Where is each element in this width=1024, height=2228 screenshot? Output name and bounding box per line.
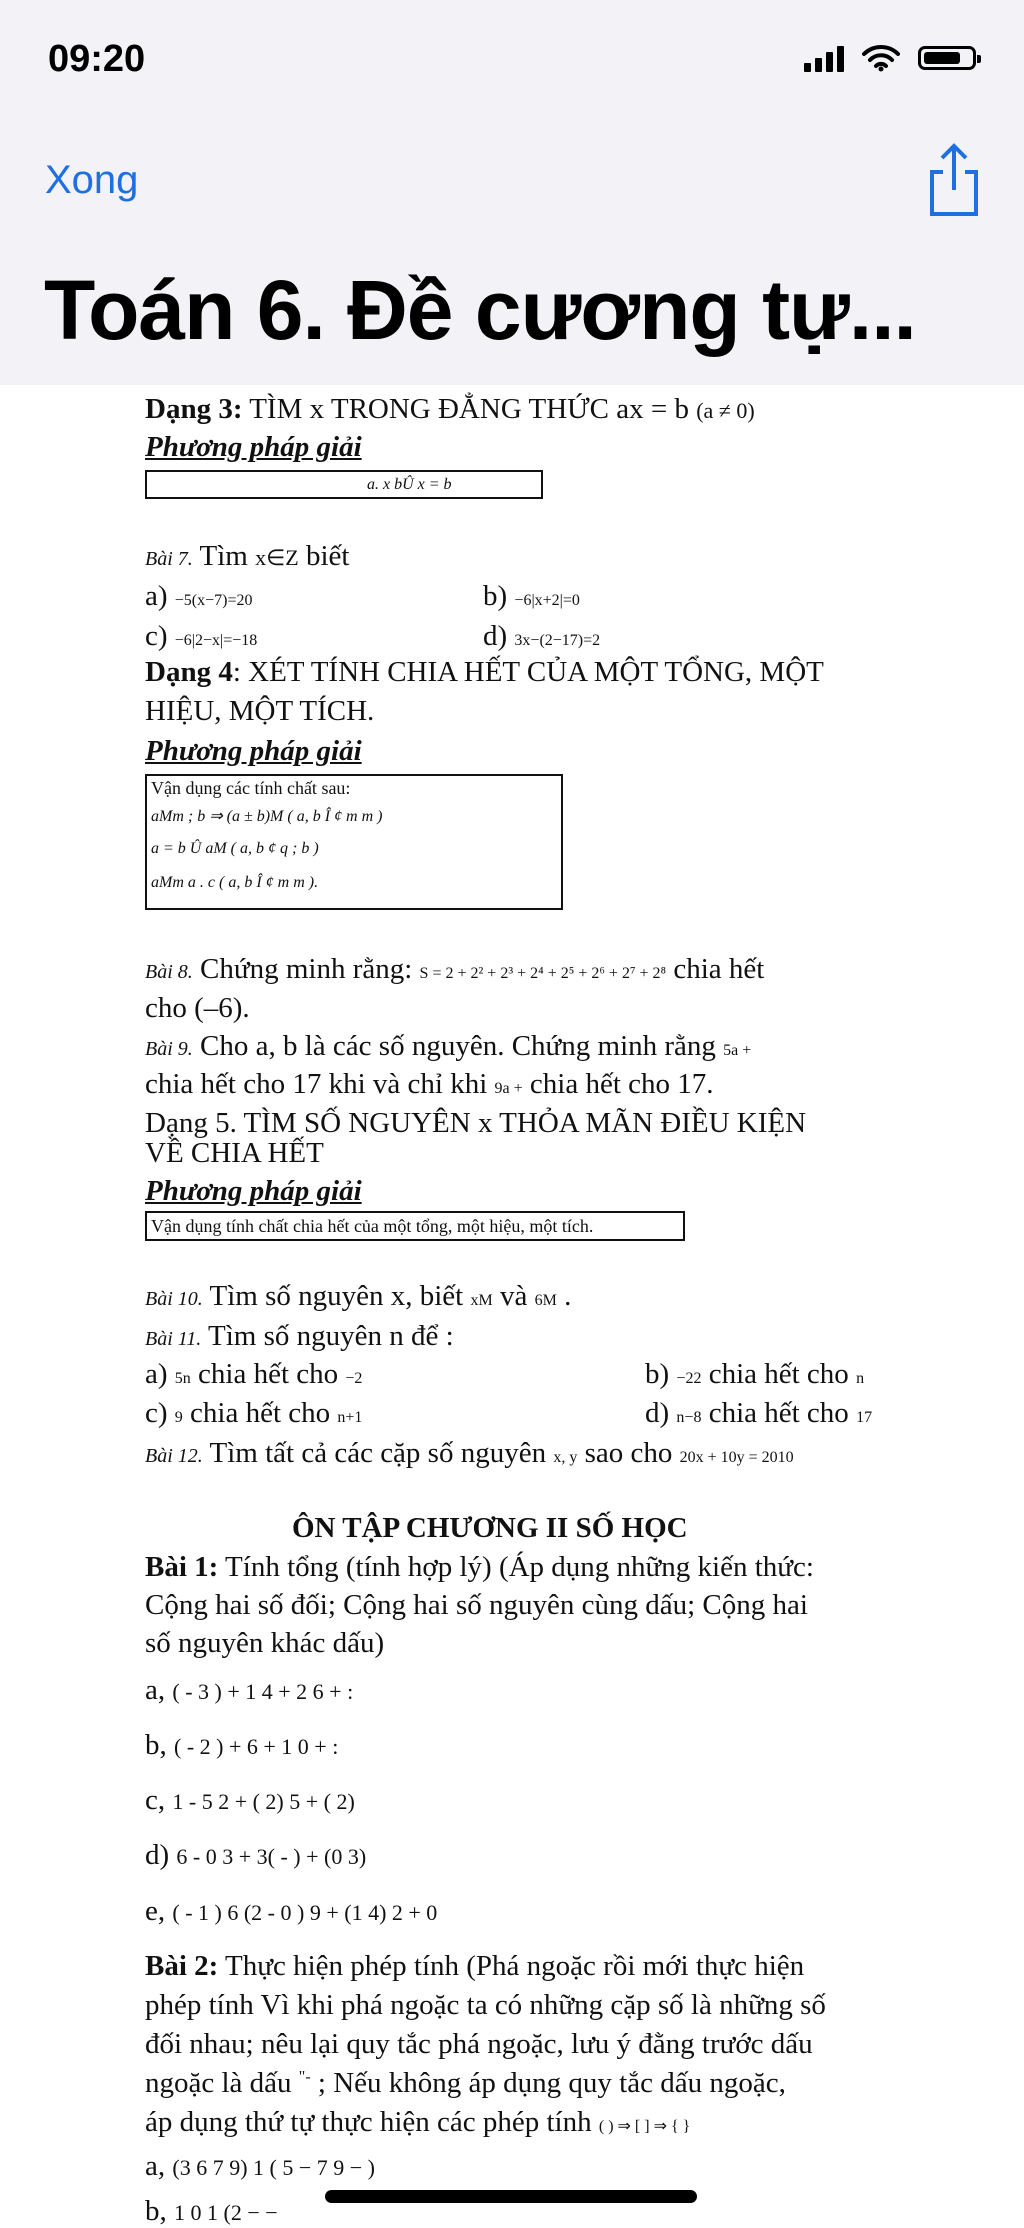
bai9-line2b: chia hết cho 17. xyxy=(529,1068,714,1100)
review-bai1-a-expr: ( - 3 ) + 1 4 + 2 6 + : xyxy=(172,1679,354,1704)
section-d4-line1: : XÉT TÍNH CHIA HẾT CỦA MỘT TỔNG, MỘT xyxy=(232,656,824,688)
review-bai1-line3: số nguyên khác dấu) xyxy=(145,1627,385,1659)
bai11-d-text: chia hết cho xyxy=(708,1397,849,1429)
review-title: ÔN TẬP CHƯƠNG II SỐ HỌC xyxy=(292,1512,688,1544)
bai11-b-text: chia hết cho xyxy=(708,1358,849,1390)
bai11-d-expr: n−8 xyxy=(676,1409,702,1426)
bai11-item-a xyxy=(145,1358,362,1391)
bai7-d-expr: 3x−(2−17)=2 xyxy=(514,632,601,649)
bai7-line xyxy=(145,540,349,573)
review-bai1-c xyxy=(145,1784,355,1817)
bai12-text: Tìm tất cả các cặp số nguyên xyxy=(209,1437,547,1469)
review-bai2-line5-text: áp dụng thứ tự thực hiện các phép tính xyxy=(145,2106,592,2138)
bai11-text: Tìm số nguyên n để : xyxy=(208,1320,454,1352)
bai11-item-c xyxy=(145,1397,362,1430)
bai11-line xyxy=(145,1320,454,1353)
review-bai2-line1 xyxy=(145,1950,804,1983)
review-bai2-b-expr: 1 0 1 (2 − − xyxy=(174,2200,278,2225)
review-bai1-a-label: a, xyxy=(145,1674,166,1706)
bai12-line xyxy=(145,1437,794,1470)
review-bai2-b xyxy=(145,2195,278,2228)
review-bai2-line3: đối nhau; nêu lại quy tắc phá ngoặc, lưu ý đằng trước dấu xyxy=(145,2028,813,2060)
bai7-a-expr: −5(x−7)=20 xyxy=(174,592,253,609)
bai9-line xyxy=(145,1030,751,1063)
review-bai1-d xyxy=(145,1839,366,1872)
bai10-number: Bài 10. xyxy=(145,1288,203,1310)
section-d3-condition: (a ≠ 0) xyxy=(696,398,755,423)
bai7-item-c xyxy=(145,620,257,653)
bai8-line2: cho (–6). xyxy=(145,992,250,1024)
d4-box-line3: a = b Û aM ( a, b ¢ q ; b ) xyxy=(151,840,319,857)
review-bai2-line4a: ngoặc là dấu xyxy=(145,2067,292,2099)
bai10-expr1: xM xyxy=(470,1292,493,1309)
bai10-line xyxy=(145,1280,571,1313)
bai8-tail: chia hết xyxy=(673,953,765,985)
done-button[interactable]: Xong xyxy=(45,158,139,202)
battery-icon xyxy=(918,46,976,70)
bai10-expr2: 6M xyxy=(534,1292,557,1309)
bai11-b-label: b) xyxy=(645,1358,670,1390)
review-bai2-label: Bài 2: xyxy=(145,1950,219,1982)
bai11-a-text: chia hết cho xyxy=(198,1358,339,1390)
d4-box-line1: Vận dụng các tính chất sau: xyxy=(151,778,351,798)
review-bai1-c-label: c, xyxy=(145,1784,166,1816)
bai10-text: Tìm số nguyên x, biết xyxy=(209,1280,464,1312)
share-icon[interactable] xyxy=(924,140,984,220)
review-bai1-e-label: e, xyxy=(145,1895,166,1927)
review-bai1-e xyxy=(145,1895,437,1928)
bai11-b-expr: −22 xyxy=(676,1370,702,1387)
status-time: 09:20 xyxy=(48,38,146,80)
method-box-d4 xyxy=(145,774,563,910)
section-d3-text: TÌM x TRONG ĐẲNG THỨC ax = b xyxy=(249,393,689,425)
top-navigation-area xyxy=(0,0,1024,385)
section-d3-label: Dạng 3: xyxy=(145,393,243,425)
bai7-c-expr: −6|2−x|=−18 xyxy=(174,632,258,649)
method-box-d3-text: a. x bÛ x = b xyxy=(367,476,452,493)
bai8-text: Chứng minh rằng: xyxy=(200,953,413,985)
wifi-icon xyxy=(862,44,900,72)
section-d5-line2: VỀ CHIA HẾT xyxy=(145,1137,324,1169)
method-title-d4: Phương pháp giải xyxy=(145,735,362,767)
review-bai1-d-expr: 6 - 0 3 + 3( - ) + (0 3) xyxy=(176,1844,367,1869)
d5-box-text: Vận dụng tính chất chia hết của một tổng, một hiệu, một tích. xyxy=(151,1216,594,1236)
bai10-end: . xyxy=(564,1280,572,1312)
bai11-d-expr2: 17 xyxy=(856,1409,873,1426)
bai7-d-label: d) xyxy=(483,620,508,652)
bai12-expr1: x, y xyxy=(553,1449,578,1466)
review-bai2-a-expr: (3 6 7 9) 1 ( 5 − 7 9 − ) xyxy=(172,2155,375,2180)
home-indicator[interactable] xyxy=(325,2190,697,2203)
bai8-line xyxy=(145,953,764,986)
bai8-number: Bài 8. xyxy=(145,961,193,983)
review-bai1-e-expr: ( - 1 ) 6 (2 - 0 ) 9 + (1 4) 2 + 0 xyxy=(172,1900,438,1925)
bai11-item-b xyxy=(645,1358,864,1391)
review-bai2-line5 xyxy=(145,2106,690,2139)
bai12-expr2: 20x + 10y = 2010 xyxy=(679,1449,794,1466)
bai11-c-text: chia hết cho xyxy=(190,1397,331,1429)
review-bai1-b-expr: ( - 2 ) + 6 + 1 0 + : xyxy=(174,1734,339,1759)
section-d5-line1: Dạng 5. TÌM SỐ NGUYÊN x THỎA MÃN ĐIỀU KIỆN xyxy=(145,1107,807,1139)
review-bai2-a-label: a, xyxy=(145,2150,166,2182)
bai11-c-label: c) xyxy=(145,1397,168,1429)
review-bai1-text: Tính tổng (tính hợp lý) (Áp dụng những kiến thức: xyxy=(225,1551,814,1583)
bai11-a-expr: 5n xyxy=(174,1370,191,1387)
bai11-d-label: d) xyxy=(645,1397,670,1429)
bai11-item-d xyxy=(645,1397,872,1430)
method-title-d5: Phương pháp giải xyxy=(145,1175,362,1207)
bai9-line2a: chia hết cho 17 khi và chỉ khi xyxy=(145,1068,488,1100)
cellular-signal-icon xyxy=(804,44,844,72)
bai7-tail: biết xyxy=(305,540,350,572)
bai7-expression: x∈Z xyxy=(255,545,299,570)
method-title-d3: Phương pháp giải xyxy=(145,431,362,463)
review-bai2-line4b: ; Nếu không áp dụng quy tắc dấu ngoặc, xyxy=(317,2067,786,2099)
review-bai2-b-label: b, xyxy=(145,2195,167,2227)
section-d4-heading xyxy=(145,656,824,689)
bai11-number: Bài 11. xyxy=(145,1328,202,1350)
bai9-text: Cho a, b là các số nguyên. Chứng minh rằng xyxy=(200,1030,716,1062)
bai9-number: Bài 9. xyxy=(145,1038,193,1060)
bai9-line2 xyxy=(145,1068,714,1101)
bai11-c-expr2: n+1 xyxy=(337,1409,363,1426)
bai7-number: Bài 7. xyxy=(145,548,193,570)
minus-sign-glyph: "- xyxy=(298,2068,311,2086)
review-bai2-a xyxy=(145,2150,375,2183)
bai7-item-a xyxy=(145,580,253,613)
review-bai1-b xyxy=(145,1729,338,1762)
bai7-a-label: a) xyxy=(145,580,168,612)
bai11-b-expr2: n xyxy=(856,1370,865,1387)
review-bai1-d-label: d) xyxy=(145,1839,170,1871)
method-box-d3 xyxy=(145,470,543,499)
review-bai1-label: Bài 1: xyxy=(145,1551,219,1583)
page-title: Toán 6. Đề cương tự... xyxy=(44,263,916,357)
review-bai2-text: Thực hiện phép tính (Phá ngoặc rồi mới thực hiện xyxy=(225,1950,805,1982)
review-bai2-line5-expr: ( ) ⇒ [ ] ⇒ { } xyxy=(598,2118,691,2135)
bai7-b-expr: −6|x+2|=0 xyxy=(514,592,580,609)
bai11-c-expr: 9 xyxy=(174,1409,183,1426)
bai11-a-label: a) xyxy=(145,1358,168,1390)
section-d4-line2: HIỆU, MỘT TÍCH. xyxy=(145,695,375,727)
section-d4-label: Dạng 4 xyxy=(145,656,233,688)
method-box-d5 xyxy=(145,1211,685,1241)
d4-box-line2: aMm ; b ⇒ (a ± b)M ( a, b Î ¢ m m ) xyxy=(151,808,383,825)
d4-box-line4: aMm a . c ( a, b Î ¢ m m ). xyxy=(151,874,319,891)
bai11-a-expr2: −2 xyxy=(345,1370,363,1387)
bai7-item-b xyxy=(483,580,580,613)
review-bai1-c-expr: 1 - 5 2 + ( 2) 5 + ( 2) xyxy=(172,1789,355,1814)
review-bai2-line2: phép tính Vì khi phá ngoặc ta có những cặp số là những số xyxy=(145,1989,826,2021)
bai7-text: Tìm xyxy=(199,540,248,572)
bai12-number: Bài 12. xyxy=(145,1445,203,1467)
review-bai2-line4 xyxy=(145,2067,786,2100)
review-bai1-a xyxy=(145,1674,353,1707)
bai12-mid: sao cho xyxy=(584,1437,673,1469)
bai9-expr2: 9a + xyxy=(494,1080,523,1097)
bai7-b-label: b) xyxy=(483,580,508,612)
status-icons xyxy=(804,44,976,72)
bai7-c-label: c) xyxy=(145,620,168,652)
review-bai1-line1 xyxy=(145,1551,814,1584)
review-bai1-b-label: b, xyxy=(145,1729,167,1761)
bai7-item-d xyxy=(483,620,600,653)
bai8-expression: S = 2 + 2² + 2³ + 2⁴ + 2⁵ + 2⁶ + 2⁷ + 2⁸ xyxy=(419,965,667,982)
bai10-and: và xyxy=(499,1280,528,1312)
section-d3-heading xyxy=(145,393,755,426)
review-bai1-line2: Cộng hai số đối; Cộng hai số nguyên cùng dấu; Cộng hai xyxy=(145,1589,808,1621)
bai9-expr1: 5a + xyxy=(723,1042,752,1059)
document-page[interactable] xyxy=(0,385,1024,2227)
